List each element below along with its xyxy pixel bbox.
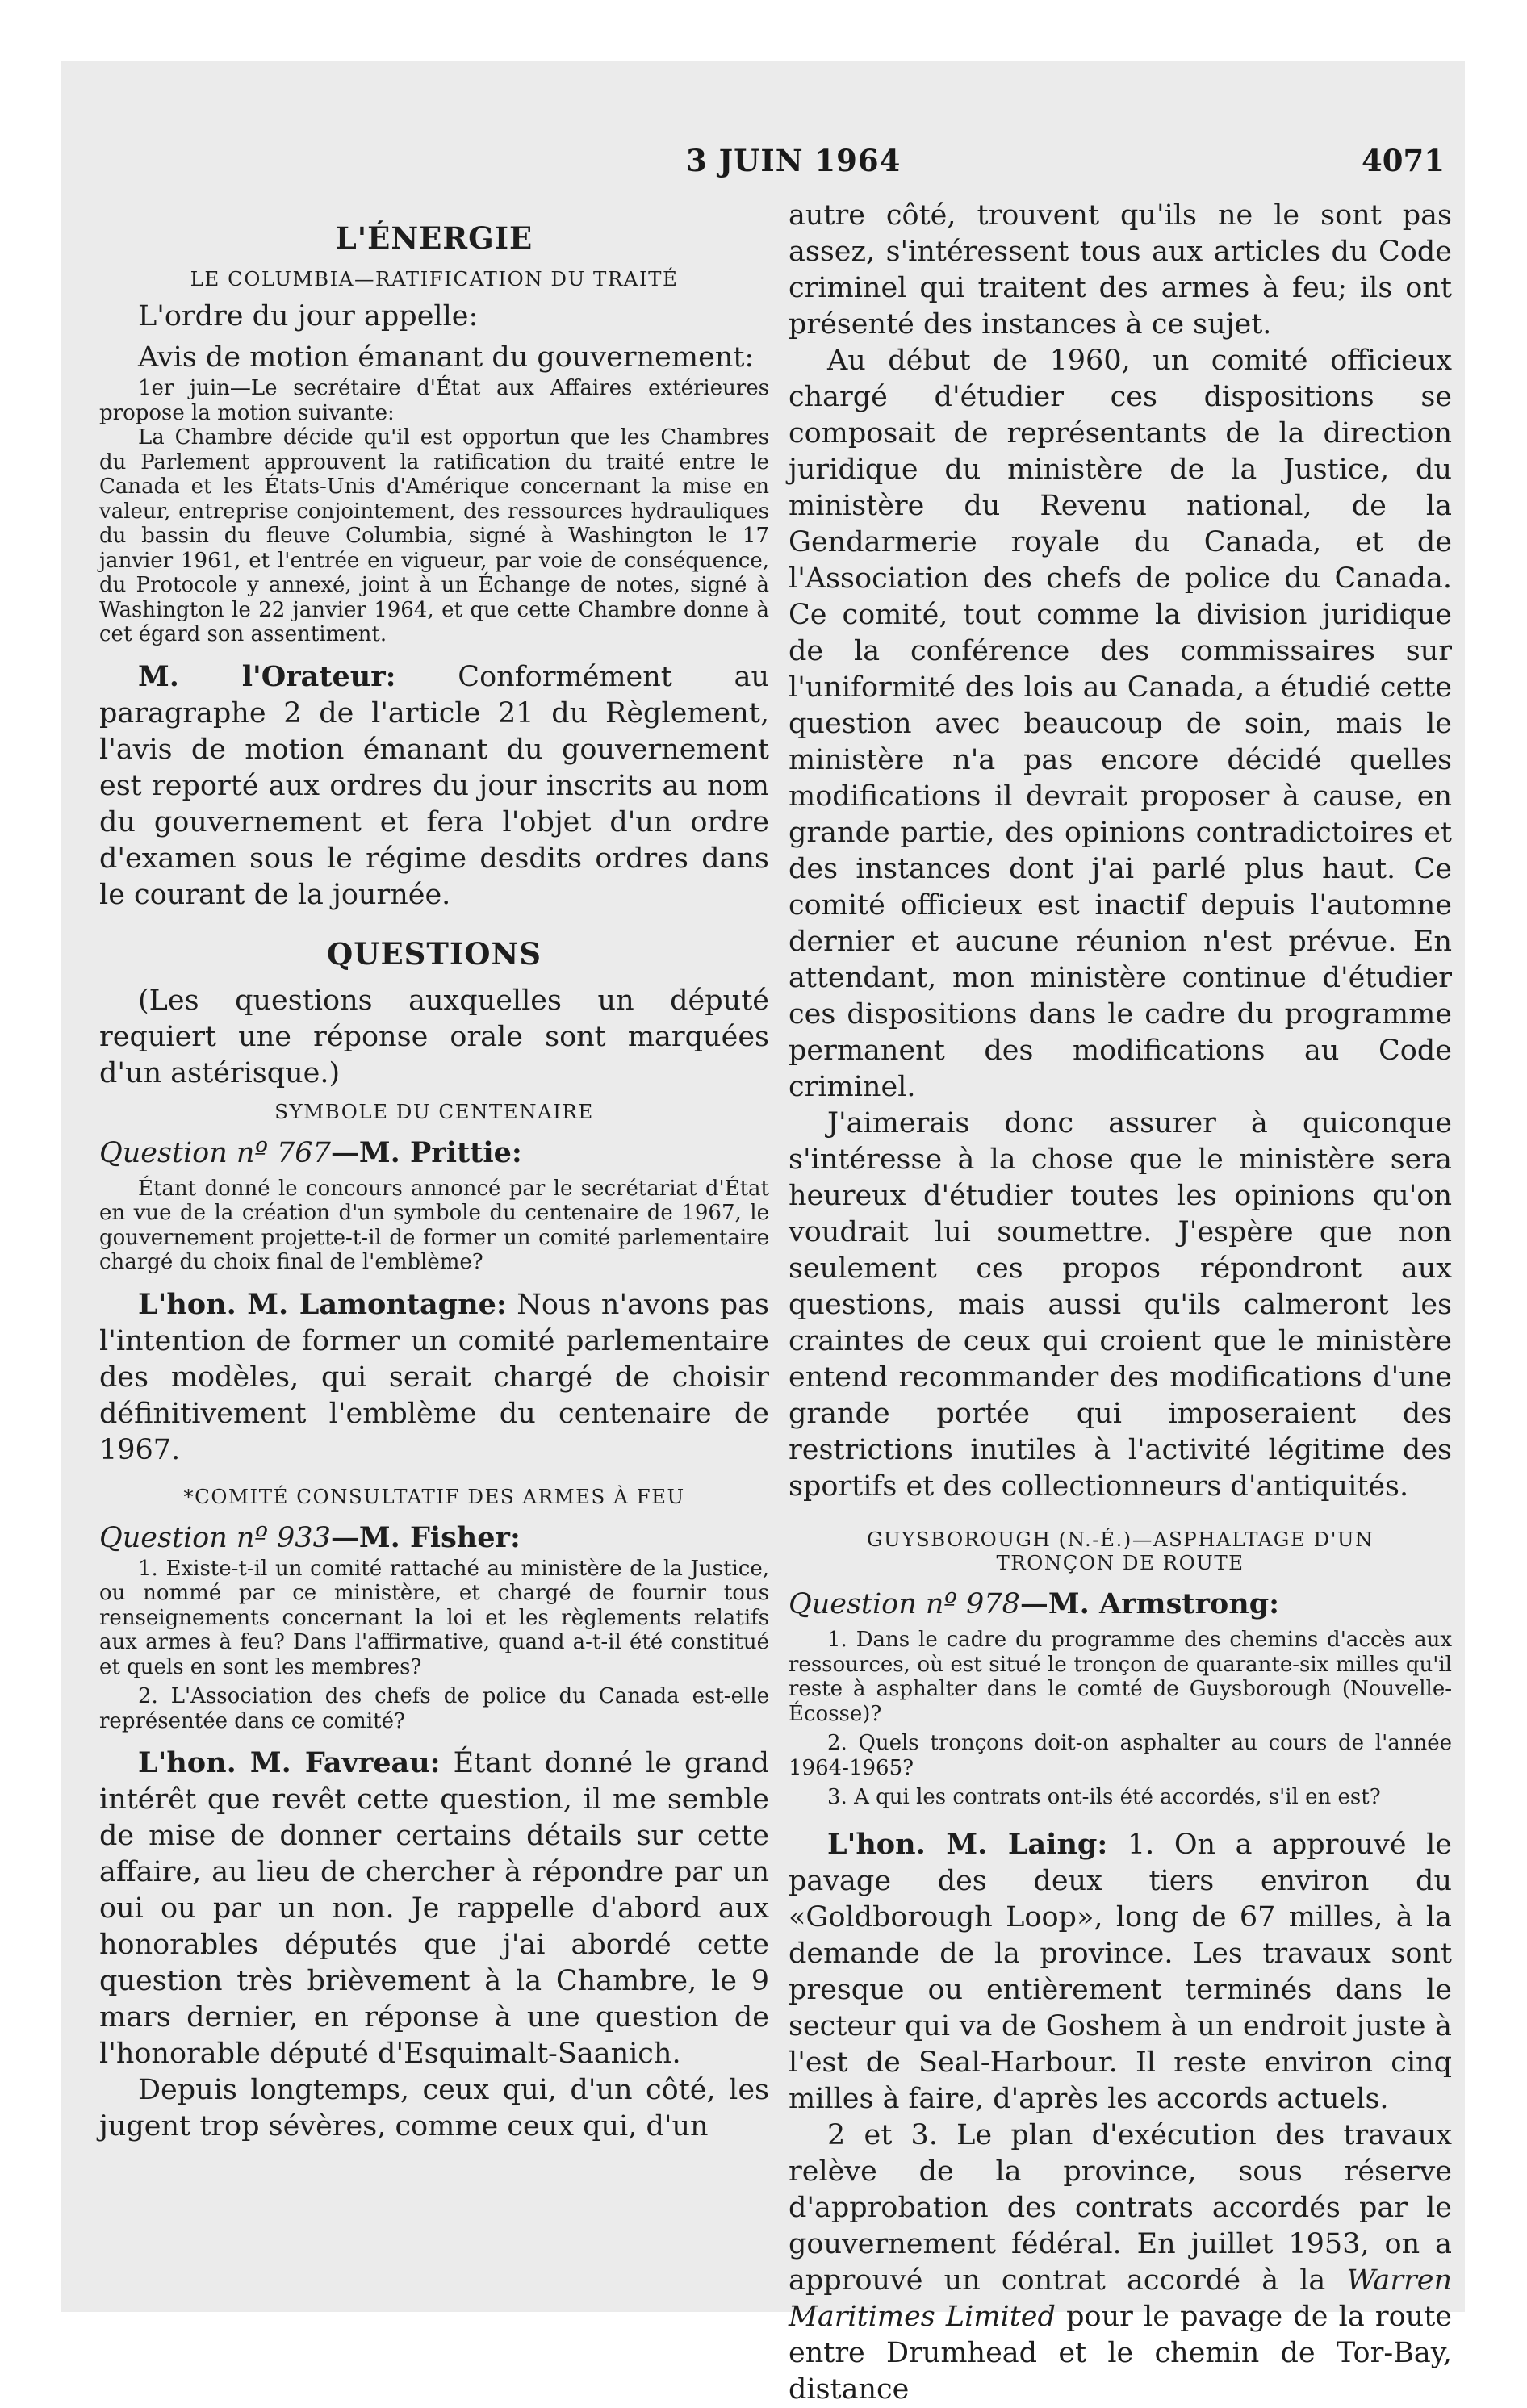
right-column — [789, 198, 1452, 2408]
question-933-heading — [99, 1520, 769, 1557]
question-767-member: —M. Prittie: — [330, 1135, 522, 1169]
question-767-text: Étant donné le concours annoncé par le secrétariat d'État en vue de la création d'un symbole du centenaire de 1967, le gouvernement projette-t-il de former un comité parlementaire chargé du choix final de l'emblème? — [99, 1176, 769, 1274]
page-number: 4071 — [1362, 143, 1445, 178]
final-text-b: pour le pavage de la route entre Drumhead et le chemin de Tor-Bay, distance — [789, 2300, 1452, 2406]
lamontagne-paragraph — [99, 1286, 769, 1469]
question-978-member: —M. Armstrong: — [1019, 1587, 1280, 1620]
ordre-du-jour: L'ordre du jour appelle: — [138, 300, 479, 332]
page-header — [61, 143, 1465, 191]
section-heading-energie: L'ÉNERGIE — [335, 220, 533, 256]
question-933-label: Question nº 933 — [99, 1521, 331, 1554]
right-paragraph-2: Au début de 1960, un comité officieux chargé d'étudier ces dispositions se composait de représentants de la direction juridique du ministère de la Justice, du ministère du Revenu national, de la Gendarmerie royale du Canada, et de l'Association des chefs de police du Canada. Ce comité, tout comme la division juridique de la conférence des commissaires sur l'uniformité des lois au Canada, a étudié cette question avec beaucoup de soin, mais le ministère n'a pas encore décidé quelles modifications il devrait proposer à cause, en grande partie, des opinions contradictoires et des instances dont j'ai parlé plus haut. Ce comité officieux est inactif depuis l'automne dernier et aucune réunion n'est prévue. En attendant, mon ministère continue d'étudier ces dispositions dans le cadre du programme permanent des modifications au Code criminel. — [789, 345, 1452, 1103]
right-paragraph-1: autre côté, trouvent qu'ils ne le sont pas assez, s'intéressent tous aux articles du Code criminel qui traitent des armes à feu; ils ont présenté des instances à ce sujet. — [789, 199, 1452, 341]
lamontagne-text: Nous n'avons pas l'intention de former un comité parlementaire des modèles, qui serait chargé de choisir définitivement l'emblème du centenaire de 1967. — [99, 1288, 769, 1466]
final-text-company: Warren Maritimes Limited — [789, 2264, 1452, 2333]
speaker-orateur: M. l'Orateur: — [138, 659, 396, 693]
page-background — [61, 61, 1465, 2406]
questions-note: (Les questions auxquelles un député requiert une réponse orale sont marquées d'un astérisque.) — [99, 984, 769, 1089]
laing-text: 1. On a approuvé le pavage des deux tiers environ du «Goldborough Loop», long de 67 milles, à la demande de la province. Les travaux sont presque ou entièrement terminés dans le secteur qui va de Goshem à un endroit juste à l'est de Seal-Harbour. Il reste environ cinq milles à faire, d'après les accords actuels. — [789, 1828, 1452, 2115]
question-933-part1: 1. Existe-t-il un comité rattaché au ministère de la Justice, ou nommé par ce ministère, et chargé de fournir tous renseignements concernant la loi et les règlements relatifs aux armes à feu? Dans l'affirmative, quand a-t-il été constitué et quels en sont les membres? — [99, 1556, 769, 1679]
subheading-symbole: SYMBOLE DU CENTENAIRE — [274, 1099, 594, 1123]
subheading-guysborough-1: GUYSBOROUGH (N.-É.)—ASPHALTAGE D'UN — [866, 1528, 1374, 1551]
favreau-paragraph-2: Depuis longtemps, ceux qui, d'un côté, les jugent trop sévères, comme ceux qui, d'un — [99, 2074, 769, 2143]
favreau-text: Étant donné le grand intérêt que revêt cette question, il me semble de mise de donner certains détails sur cette affaire, au lieu de chercher à répondre par un oui ou par un non. Je rappelle d'abord aux honorables députés que j'ai abordé cette question très brièvement à la Chambre, le 9 mars dernier, en réponse à une question de l'honorable député d'Esquimalt-Saanich. — [99, 1747, 769, 2070]
question-978-label: Question nº 978 — [789, 1588, 1020, 1620]
orateur-paragraph — [99, 658, 769, 913]
motion-text: La Chambre décide qu'il est opportun que les Chambres du Parlement approuvent la ratification du traité entre le Canada et les États-Unis d'Amérique concernant la mise en valeur, entreprise conjointement, des ressources hydrauliques du bassin du fleuve Columbia, signé à Washington le 17 janvier 1961, et l'entrée en vigueur, par voie de conséquence, du Protocole y annexé, joint à un Échange de notes, signé à Washington le 22 janvier 1964, et que cette Chambre donne à cet égard son assentiment. — [99, 425, 769, 646]
question-767-label: Question nº 767 — [99, 1136, 331, 1169]
final-text-a: 2 et 3. Le plan d'exécution des travaux relève de la province, sous réserve d'approbation des contrats accordés par le gouvernement fédéral. En juillet 1953, on a approuvé un contrat accordé à la — [789, 2118, 1452, 2297]
left-column — [99, 198, 769, 2145]
subheading-guysborough-2: TRONÇON DE ROUTE — [996, 1551, 1245, 1574]
laing-paragraph — [789, 1826, 1452, 2117]
final-paragraph — [789, 2117, 1452, 2408]
question-978-part3: 3. A qui les contrats ont-ils été accordés, s'il en est? — [827, 1785, 1381, 1809]
question-978-part2: 2. Quels tronçons doit-on asphalter au cours de l'année 1964-1965? — [789, 1731, 1452, 1780]
speaker-laing: L'hon. M. Laing: — [827, 1827, 1108, 1861]
section-heading-questions: QUESTIONS — [326, 935, 542, 972]
speaker-lamontagne: L'hon. M. Lamontagne: — [138, 1287, 507, 1321]
page-date: 3 JUIN 1964 — [686, 143, 902, 178]
right-paragraph-3: J'aimerais donc assurer à quiconque s'intéresse à la chose que le ministère sera heureux d'étudier toutes les opinions qu'on voudrait lui soumettre. J'espère que non seulement ces propos répondront aux questions, mais aussi qu'ils calmeront les craintes de ceux qui croient que le ministère entend recommander des modifications d'une grande portée qui imposeraient des restrictions inutiles à l'activité légitime des sportifs et des collectionneurs d'antiquités. — [789, 1107, 1452, 1503]
question-933-part2: 2. L'Association des chefs de police du Canada est-elle représentée dans ce comité? — [99, 1684, 769, 1733]
favreau-paragraph — [99, 1745, 769, 2072]
speaker-favreau: L'hon. M. Favreau: — [138, 1746, 441, 1779]
subheading-columbia: LE COLUMBIA—RATIFICATION DU TRAITÉ — [190, 267, 679, 291]
avis-de-motion: Avis de motion émanant du gouvernement: — [138, 341, 755, 374]
question-978-part1: 1. Dans le cadre du programme des chemins d'accès aux ressources, où est situé le tronçon de quarante-six milles qu'il reste à asphalter dans le comté de Guysborough (Nouvelle-Écosse)? — [789, 1628, 1452, 1726]
question-933-member: —M. Fisher: — [330, 1520, 521, 1554]
question-767-heading — [99, 1135, 769, 1172]
motion-intro: 1er juin—Le secrétaire d'État aux Affaires extérieures propose la motion suivante: — [99, 376, 769, 425]
subheading-armes: *COMITÉ CONSULTATIF DES ARMES À FEU — [183, 1484, 685, 1508]
orateur-text: Conformément au paragraphe 2 de l'article 21 du Règlement, l'avis de motion émanant du gouvernement est reporté aux ordres du jour inscrits au nom du gouvernement et fera l'objet d'un ordre d'examen sous le régime desdits ordres dans le courant de la journée. — [99, 660, 769, 911]
question-978-heading — [789, 1586, 1452, 1623]
